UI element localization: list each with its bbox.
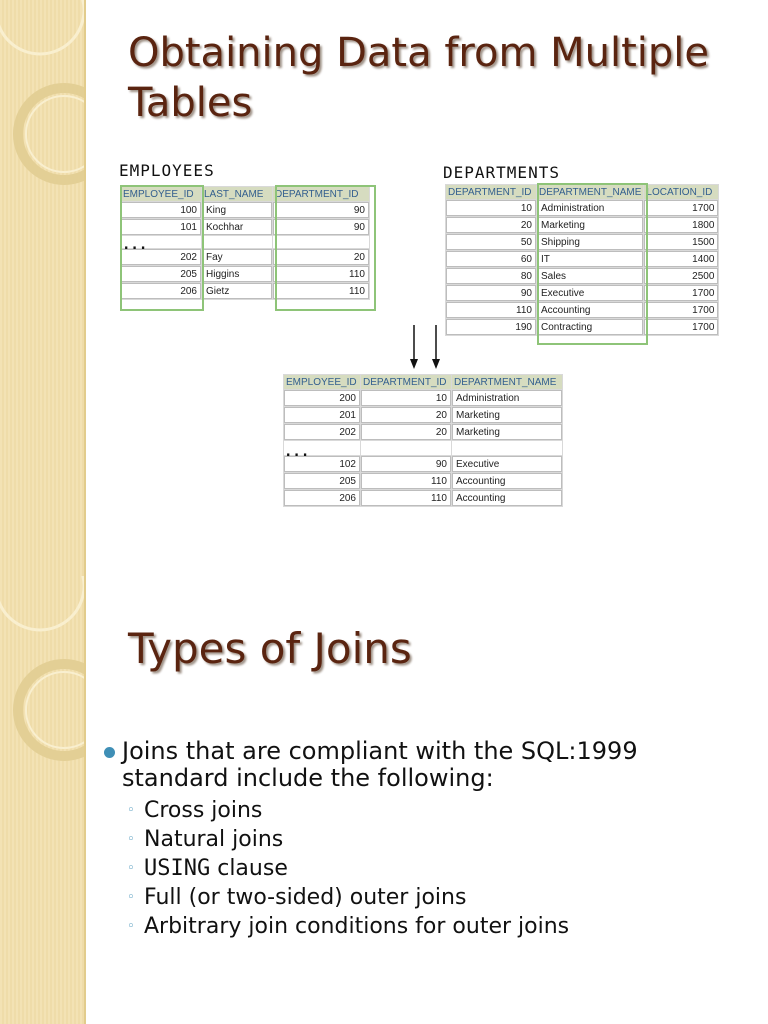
- table-cell: 110: [446, 302, 536, 318]
- decorative-sidebar: [0, 0, 86, 576]
- table-cell: 1700: [644, 200, 718, 216]
- table-cell: 206: [284, 490, 360, 506]
- list-item-text: Arbitrary join conditions for outer joins: [144, 914, 570, 939]
- code-keyword: USING: [144, 856, 211, 881]
- col-header: DEPARTMENT_ID: [361, 375, 451, 389]
- table-cell: 1800: [644, 217, 718, 233]
- table-cell: 102: [284, 456, 360, 472]
- ellipsis: ...: [284, 444, 310, 460]
- table-cell: Marketing: [452, 424, 562, 440]
- table-cell: Gietz: [202, 283, 272, 299]
- table-row: [284, 390, 562, 406]
- table-cell: Accounting: [537, 302, 643, 318]
- table-row: [121, 219, 369, 235]
- table-cell: Sales: [537, 268, 643, 284]
- list-item: [124, 854, 744, 883]
- table-cell: 10: [446, 200, 536, 216]
- table-row: [121, 283, 369, 299]
- table-row: [121, 249, 369, 265]
- table-row: [446, 319, 718, 335]
- table-cell: 20: [273, 249, 369, 265]
- table-cell: Marketing: [537, 217, 643, 233]
- list-item: [124, 883, 744, 912]
- col-header: DEPARTMENT_ID: [446, 185, 536, 199]
- table-cell: 1700: [644, 285, 718, 301]
- result-table: [283, 374, 563, 507]
- slide-types-of-joins: [0, 576, 768, 1024]
- bullet-text: Joins that are compliant with the SQL:1999 standard include the following:: [122, 737, 638, 792]
- departments-table: [445, 184, 719, 336]
- table-cell: 200: [284, 390, 360, 406]
- table-row: [284, 456, 562, 472]
- departments-label: DEPARTMENTS: [443, 163, 560, 182]
- table-cell: 202: [121, 249, 201, 265]
- table-cell: 2500: [644, 268, 718, 284]
- table-row: [446, 234, 718, 250]
- col-header: DEPARTMENT_ID: [273, 187, 369, 201]
- decorative-sidebar: [0, 576, 86, 1024]
- table-cell: Accounting: [452, 473, 562, 489]
- table-row: [284, 473, 562, 489]
- sub-bullet-list: [104, 796, 744, 941]
- table-cell: 1400: [644, 251, 718, 267]
- table-cell: 1500: [644, 234, 718, 250]
- table-cell: 110: [273, 283, 369, 299]
- table-cell: Marketing: [452, 407, 562, 423]
- circle-bullet-icon: ◦: [127, 803, 135, 818]
- table-cell: Administration: [452, 390, 562, 406]
- table-row: [446, 200, 718, 216]
- table-row: [446, 251, 718, 267]
- list-item-text: Full (or two-sided) outer joins: [144, 885, 467, 910]
- table-cell: Kochhar: [202, 219, 272, 235]
- col-header: LOCATION_ID: [644, 185, 718, 199]
- bullet-item: [104, 738, 744, 792]
- employees-label: EMPLOYEES: [119, 161, 215, 180]
- list-item-text: Cross joins: [144, 798, 263, 823]
- circle-bullet-icon: ◦: [127, 861, 135, 876]
- table-cell: Higgins: [202, 266, 272, 282]
- table-cell: Shipping: [537, 234, 643, 250]
- ellipsis: ...: [122, 237, 148, 253]
- table-cell: 90: [273, 202, 369, 218]
- list-item: [124, 912, 744, 941]
- table-cell: Fay: [202, 249, 272, 265]
- table-cell: 202: [284, 424, 360, 440]
- circle-bullet-icon: ◦: [127, 832, 135, 847]
- table-cell: 205: [284, 473, 360, 489]
- col-header: EMPLOYEE_ID: [121, 187, 201, 201]
- table-cell: 201: [284, 407, 360, 423]
- decorative-circles: [0, 0, 84, 576]
- table-cell: 90: [446, 285, 536, 301]
- table-cell: Executive: [537, 285, 643, 301]
- table-cell: Contracting: [537, 319, 643, 335]
- list-item: [124, 825, 744, 854]
- circle-bullet-icon: ◦: [127, 919, 135, 934]
- decorative-circles: [0, 576, 84, 1024]
- table-cell: 1700: [644, 302, 718, 318]
- table-cell: 90: [273, 219, 369, 235]
- table-cell: King: [202, 202, 272, 218]
- table-cell: 190: [446, 319, 536, 335]
- table-cell: Executive: [452, 456, 562, 472]
- list-item: [124, 796, 744, 825]
- col-header: LAST_NAME: [202, 187, 272, 201]
- table-row: [121, 202, 369, 218]
- table-cell: 20: [446, 217, 536, 233]
- table-cell: 1700: [644, 319, 718, 335]
- table-cell: 110: [273, 266, 369, 282]
- employees-table: [120, 186, 370, 300]
- table-cell: 110: [361, 490, 451, 506]
- table-cell: 50: [446, 234, 536, 250]
- table-row: [284, 490, 562, 506]
- list-item-text: Natural joins: [144, 827, 284, 852]
- table-cell: 206: [121, 283, 201, 299]
- table-cell: 60: [446, 251, 536, 267]
- bullet-list: [104, 738, 744, 941]
- circle-bullet-icon: ◦: [127, 890, 135, 905]
- col-header: DEPARTMENT_NAME: [539, 186, 642, 198]
- join-arrows: [404, 323, 448, 371]
- table-row: [284, 424, 562, 440]
- table-row: [446, 268, 718, 284]
- col-header: EMPLOYEE_ID: [284, 375, 360, 389]
- table-cell: Administration: [537, 200, 643, 216]
- col-header: DEPARTMENT_NAME: [452, 375, 562, 389]
- list-item-text: clause: [210, 856, 288, 881]
- table-cell: 110: [361, 473, 451, 489]
- table-cell: 10: [361, 390, 451, 406]
- table-cell: IT: [537, 251, 643, 267]
- table-cell: 20: [361, 424, 451, 440]
- table-cell: Accounting: [452, 490, 562, 506]
- bullet-dot-icon: [104, 747, 115, 758]
- table-cell: 80: [446, 268, 536, 284]
- table-row: [121, 266, 369, 282]
- page-title: Obtaining Data from Multiple Tables: [128, 30, 710, 126]
- table-cell: 205: [121, 266, 201, 282]
- table-row: [284, 407, 562, 423]
- table-cell: 101: [121, 219, 201, 235]
- table-cell: 90: [361, 456, 451, 472]
- table-row: [446, 302, 718, 318]
- table-row: [446, 217, 718, 233]
- table-row: [446, 285, 718, 301]
- table-cell: 100: [121, 202, 201, 218]
- page-title: Types of Joins: [128, 624, 412, 673]
- table-cell: 20: [361, 407, 451, 423]
